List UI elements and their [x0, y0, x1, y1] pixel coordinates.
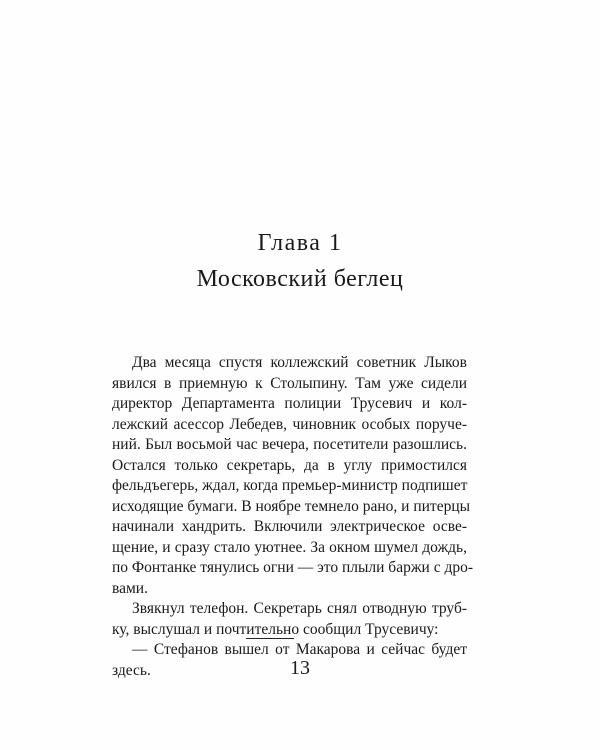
text-line: Звякнул телефон. Секретарь снял отводную труб-: [132, 600, 467, 617]
text-line: фельдъегерь, ждал, когда премьер-министр подпишет: [112, 477, 468, 494]
text-line: директор Департамента полиции Трусевич и кол-: [112, 395, 467, 412]
text-line: явился в приемную к Столыпину. Там уже сидели: [112, 374, 467, 392]
paragraph: [112, 353, 474, 599]
chapter-title: Московский беглец: [196, 266, 404, 292]
body-text: [112, 353, 474, 681]
paragraph: [112, 599, 467, 640]
folio-rule: [246, 638, 294, 639]
text-line: — Стефанов вышел от Макарова и сейчас будет: [132, 641, 467, 658]
text-line: вами.: [112, 579, 148, 597]
text-line: ку, выслушал и почтительно сообщил Трусевичу:: [112, 620, 439, 638]
text-line: исходящие бумаги. В ноябре темнело рано, и питерцы: [112, 497, 471, 515]
chapter-number: Глава 1: [257, 230, 343, 256]
text-line: начинали хандрить. Включили электрическое осве-: [112, 518, 467, 535]
text-line: щение, и сразу стало уютнее. За окном шумел дождь,: [112, 538, 467, 556]
text-line: здесь.: [112, 661, 151, 679]
text-line: ний. Был восьмой час вечера, посетители разошлись.: [112, 436, 467, 453]
page-number: 13: [290, 657, 310, 679]
text-line: по Фонтанке тянулись огни — это плыли баржи с дро-: [112, 559, 474, 576]
text-line: Два месяца спустя коллежский советник Лыков: [132, 354, 467, 371]
text-line: Остался только секретарь, да в углу примостился: [112, 456, 467, 474]
text-line: лежский асессор Лебедев, чиновник особых поруче-: [112, 415, 467, 433]
